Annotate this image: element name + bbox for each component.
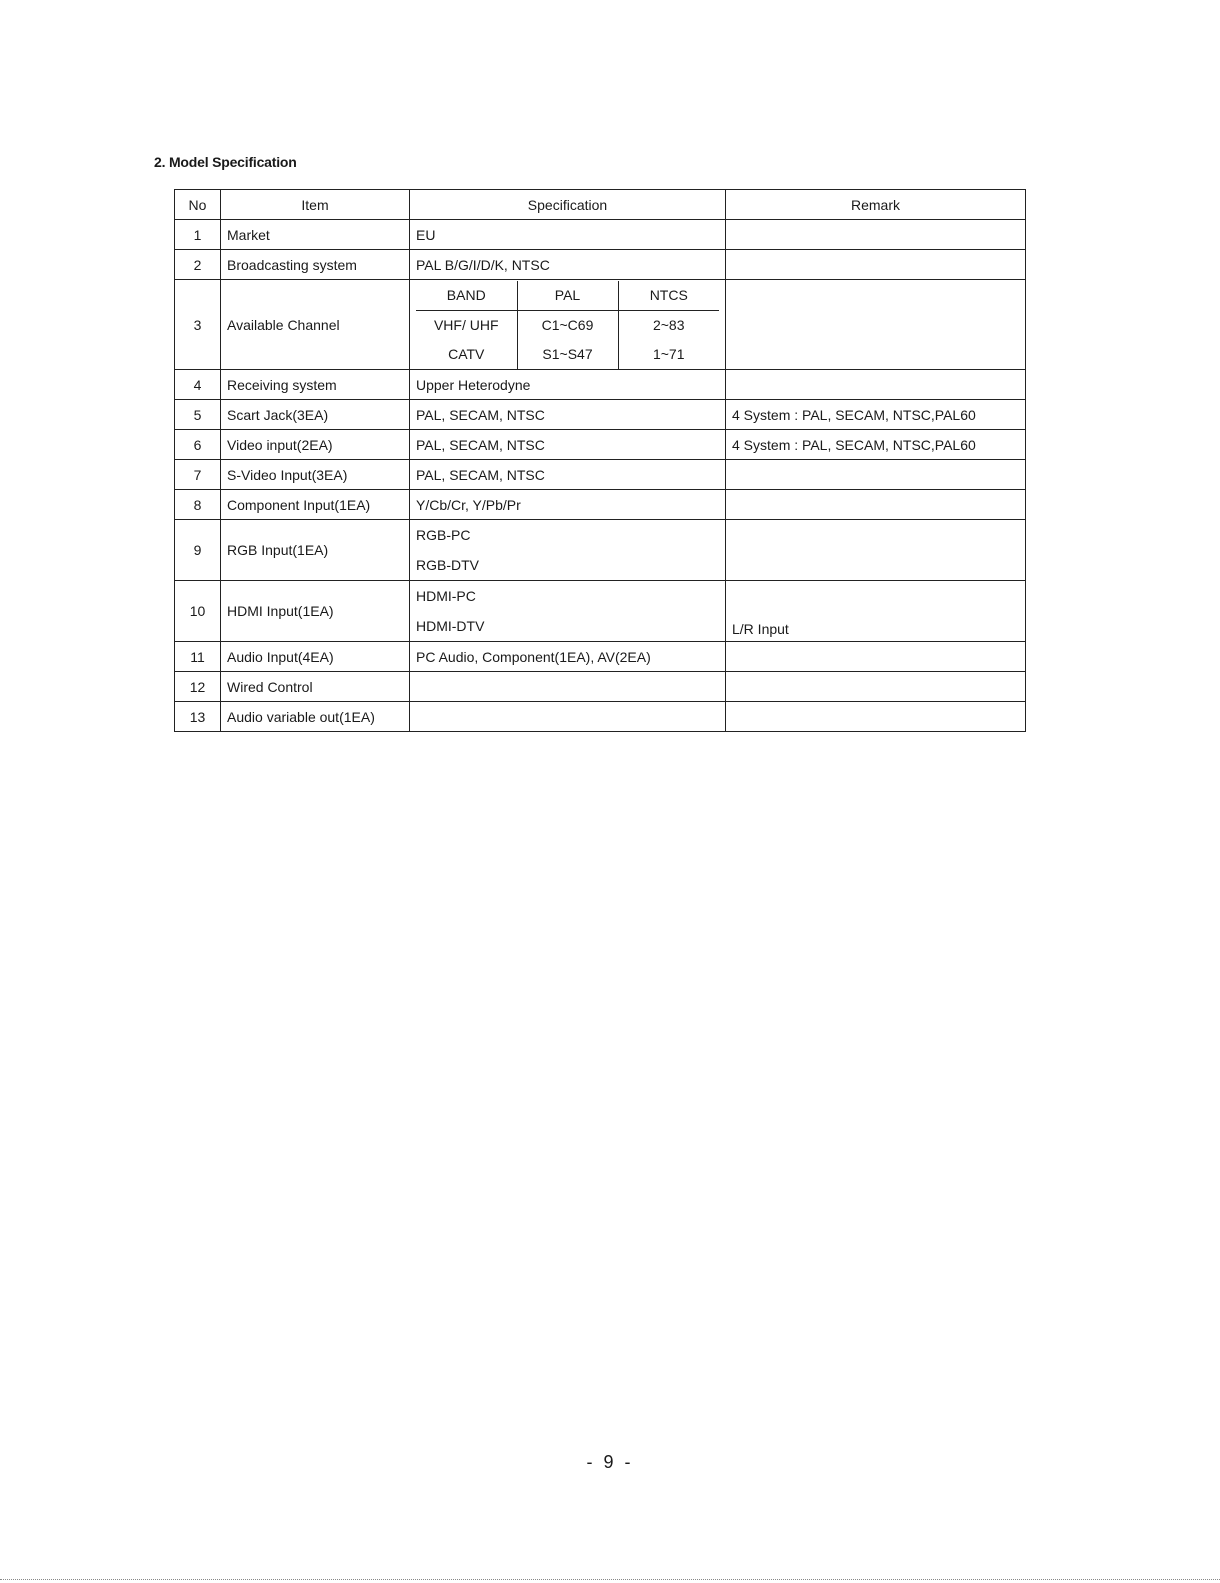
row-item: Market (221, 220, 410, 250)
spec-line: RGB-DTV (416, 557, 479, 573)
header-remark: Remark (726, 190, 1026, 220)
row-item: Component Input(1EA) (221, 490, 410, 520)
row-no: 11 (175, 642, 221, 672)
band-row (416, 340, 719, 369)
row-remark (726, 220, 1026, 250)
row-no: 5 (175, 400, 221, 430)
table-header-row (175, 190, 1026, 220)
table-row (175, 460, 1026, 490)
row-item: Scart Jack(3EA) (221, 400, 410, 430)
row-item: Wired Control (221, 672, 410, 702)
row-spec: Y/Cb/Cr, Y/Pb/Pr (410, 490, 726, 520)
table-row (175, 370, 1026, 400)
spec-line: HDMI-DTV (416, 618, 485, 634)
row-item: Available Channel (221, 280, 410, 370)
row-no: 9 (175, 520, 221, 581)
table-row (175, 400, 1026, 430)
row-no: 1 (175, 220, 221, 250)
table-row (175, 520, 1026, 581)
table-row (175, 490, 1026, 520)
band-header-band: BAND (416, 281, 517, 311)
row-no: 10 (175, 581, 221, 642)
row-no: 13 (175, 702, 221, 732)
row-spec (410, 702, 726, 732)
row-spec: PC Audio, Component(1EA), AV(2EA) (410, 642, 726, 672)
row-no: 4 (175, 370, 221, 400)
row-no: 12 (175, 672, 221, 702)
table-row (175, 250, 1026, 280)
row-remark (726, 280, 1026, 370)
row-remark: 4 System : PAL, SECAM, NTSC,PAL60 (726, 430, 1026, 460)
row-remark (726, 460, 1026, 490)
row-item: Audio Input(4EA) (221, 642, 410, 672)
row-remark: 4 System : PAL, SECAM, NTSC,PAL60 (726, 400, 1026, 430)
band-cell: 2~83 (618, 310, 719, 340)
row-spec (410, 672, 726, 702)
table-row (175, 642, 1026, 672)
row-spec: PAL, SECAM, NTSC (410, 430, 726, 460)
band-cell: CATV (448, 346, 485, 362)
band-header-pal: PAL (517, 281, 618, 311)
model-spec-table (174, 189, 1026, 732)
band-row (416, 310, 719, 340)
row-spec: PAL B/G/I/D/K, NTSC (410, 250, 726, 280)
row-remark (726, 490, 1026, 520)
row-item: HDMI Input(1EA) (221, 581, 410, 642)
row-spec: PAL, SECAM, NTSC (410, 400, 726, 430)
row-spec: Upper Heterodyne (410, 370, 726, 400)
row-item: S-Video Input(3EA) (221, 460, 410, 490)
row-no: 3 (175, 280, 221, 370)
row-remark (726, 672, 1026, 702)
row-no: 7 (175, 460, 221, 490)
spec-line: HDMI-PC (416, 588, 476, 604)
row-remark (726, 250, 1026, 280)
spec-line: RGB-PC (416, 527, 471, 543)
row-remark (726, 520, 1026, 581)
row-remark (726, 370, 1026, 400)
row-item: Broadcasting system (221, 250, 410, 280)
table-row (175, 672, 1026, 702)
band-header-row (416, 281, 719, 311)
header-no: No (175, 190, 221, 220)
row-item: Audio variable out(1EA) (221, 702, 410, 732)
table-row (175, 581, 1026, 642)
row-item: Video input(2EA) (221, 430, 410, 460)
row-no: 6 (175, 430, 221, 460)
row-spec: EU (410, 220, 726, 250)
row-remark (726, 642, 1026, 672)
row-no: 8 (175, 490, 221, 520)
channel-band-cell (410, 280, 726, 370)
channel-band-table (416, 281, 719, 369)
row-item: RGB Input(1EA) (221, 520, 410, 581)
band-cell: VHF/ UHF (433, 317, 499, 333)
row-remark (726, 702, 1026, 732)
page-number: - 9 - (586, 1452, 634, 1472)
band-cell: S1~S47 (517, 340, 618, 369)
band-cell: C1~C69 (517, 310, 618, 340)
table-row (175, 220, 1026, 250)
header-item: Item (221, 190, 410, 220)
row-item: Receiving system (221, 370, 410, 400)
header-specification: Specification (410, 190, 726, 220)
row-no: 2 (175, 250, 221, 280)
table-row (175, 430, 1026, 460)
table-row (175, 280, 1026, 370)
row-spec: PAL, SECAM, NTSC (410, 460, 726, 490)
page-bottom-dotted-edge (0, 1579, 1220, 1580)
row-remark: L/R Input (726, 581, 1026, 642)
section-title: 2. Model Specification (154, 154, 297, 170)
row-spec (410, 520, 726, 581)
table-row (175, 702, 1026, 732)
row-spec (410, 581, 726, 642)
band-header-ntcs: NTCS (618, 281, 719, 311)
band-cell: 1~71 (618, 340, 719, 369)
